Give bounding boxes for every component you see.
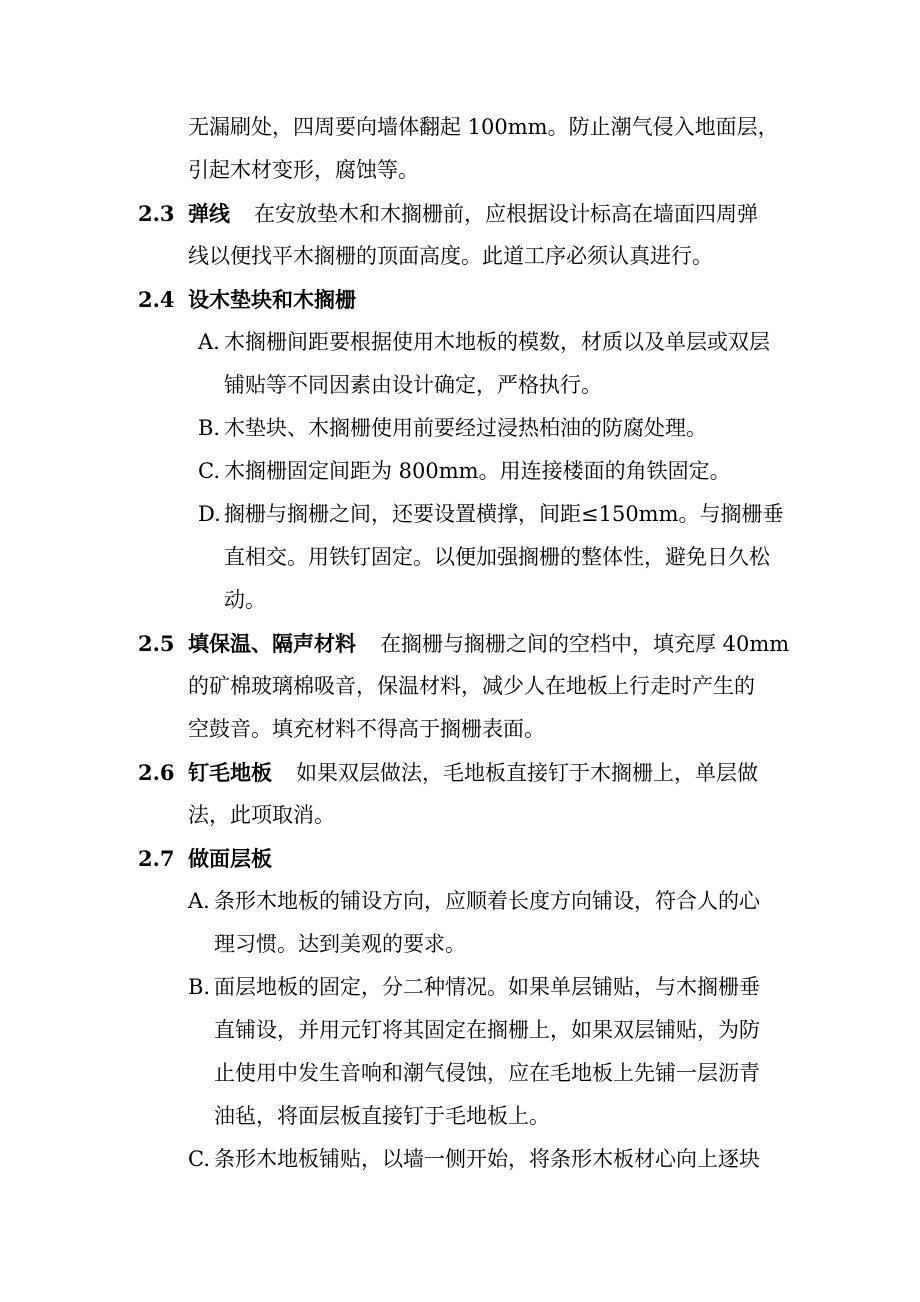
section-title: 做面层板 [188,846,272,871]
section-number: 2.5 [138,631,175,656]
list-item-line: 面层地板的固定，分二种情况。如果单层铺贴，与木搁栅垂 [214,975,760,999]
list-item-line: 条形木地板的铺设方向，应顺着长度方向铺设，符合人的心 [214,889,760,913]
section-text: 如果双层做法，毛地板直接钉于木搁栅上，单层做 [296,761,758,785]
list-item-label: B. [188,975,211,999]
section-2-5-line [188,633,789,655]
list-item-label: D. [198,502,221,526]
list-item-label: B. [198,416,221,440]
section-number: 2.7 [138,846,175,871]
section-text: 在搁栅与搁栅之间的空档中，填充厚 40mm [380,632,790,656]
section-number: 2.4 [138,287,175,312]
list-item-line: 直铺设，并用元钉将其固定在搁栅上，如果双层铺贴，为防 [214,1018,760,1042]
section-2-3-line [188,203,758,225]
list-item-label: A. [198,330,220,354]
list-item-line: 铺贴等不同因素由设计确定，严格执行。 [224,373,602,397]
list-item-label: C. [188,1147,210,1171]
list-item-line: 木搁栅固定间距为 800mm。用连接楼面的角铁固定。 [224,459,731,483]
list-item-line: 动。 [224,588,266,612]
section-text: 在安放垫木和木搁栅前，应根据设计标高在墙面四周弹 [254,202,758,226]
list-item-line: 搁栅与搁栅之间，还要设置横撑，间距≤150mm。与搁栅垂 [224,502,784,526]
list-item-label: A. [188,889,210,913]
section-number: 2.6 [138,760,175,785]
section-title: 钉毛地板 [188,760,272,785]
list-item-line: 木垫块、木搁栅使用前要经过浸热柏油的防腐处理。 [224,416,707,440]
section-title: 填保温、隔声材料 [188,631,356,656]
section-number: 2.3 [138,201,175,226]
list-item-line: 条形木地板铺贴，以墙一侧开始，将条形木板材心向上逐块 [214,1147,760,1171]
list-item-line: 理习惯。达到美观的要求。 [214,932,466,956]
list-item-line: 止使用中发生音响和潮气侵蚀，应在毛地板上先铺一层沥青 [214,1061,760,1085]
list-item-line: 木搁栅间距要根据使用木地板的模数，材质以及单层或双层 [224,330,770,354]
list-item-line: 油毡，将面层板直接钉于毛地板上。 [214,1104,550,1128]
list-item-line: 直相交。用铁钉固定。以便加强搁栅的整体性，避免日久松 [224,545,770,569]
list-item-label: C. [198,459,220,483]
section-title: 设木垫块和木搁栅 [188,287,356,312]
paragraph-line: 线以便找平木搁栅的顶面高度。此道工序必须认真进行。 [188,244,713,268]
section-2-6-line [188,762,758,784]
paragraph-line: 空鼓音。填充材料不得高于搁栅表面。 [188,717,545,741]
paragraph-line: 引起木材变形，腐蚀等。 [188,158,419,182]
paragraph-line: 无漏刷处，四周要向墙体翻起 100mm。防止潮气侵入地面层， [188,115,779,139]
paragraph-line: 的矿棉玻璃棉吸音，保温材料，减少人在地板上行走时产生的 [188,674,755,698]
section-title: 弹线 [188,201,230,226]
paragraph-line: 法，此项取消。 [188,803,335,827]
